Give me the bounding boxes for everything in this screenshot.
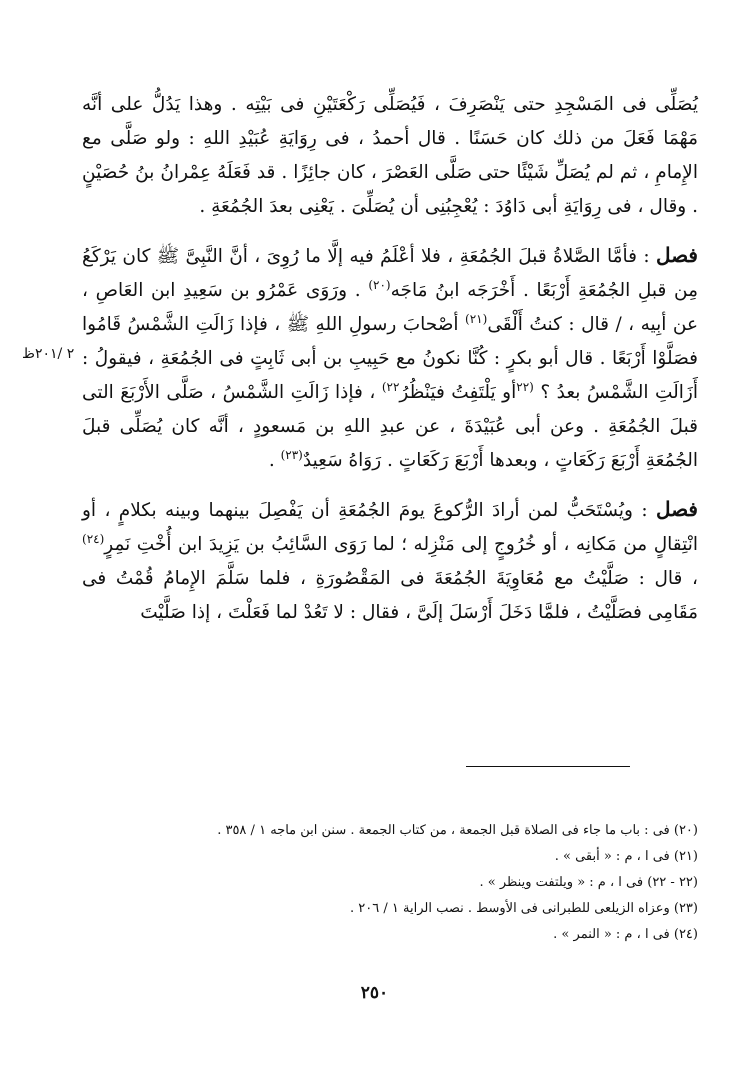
text-run: أصْحابَ رسولِ اللهِ ﷺ ، فإذا زَالَتِ الشَّمْسُ قَامُوا فصَلَّوْا أَرْبَعًا . قال أبو بكرٍ : كُنَّا نكونُ مع حَبِيبِ بن أبى ثَابِتٍ فى الجُمُعَةِ ، فيقولُ : أَزَالَتِ الشَّمْسُ بعدُ ؟	[82, 314, 698, 403]
footnote-marker-23[interactable]: (٢٣)	[280, 447, 303, 462]
footnote-22: (٢٢ - ٢٢) فى ا ، م : « ويلتفت وينظر » .	[479, 875, 698, 890]
paragraph-3	[82, 492, 698, 630]
footnote-21: (٢١) فى ا ، م : « أبقى » .	[554, 849, 698, 864]
paragraph-2	[82, 238, 698, 478]
footnote-marker-22-end[interactable]: ٢٢)	[381, 379, 400, 394]
text-run: .	[268, 450, 281, 471]
text-run: . ورَوَى عَمْرُو بن سَعِيدِ ابن العَاصِ ، عن أبِيه ، / قال : كنتُ أَلْقَى	[82, 280, 698, 335]
text-run: ، فإذا زَالَتِ الشَّمْسُ ، صَلَّى الأَرْبَعَ التى قبلَ الجُمُعَةِ . وعن أبى عُبَيْدَةَ ، عن عبدِ اللهِ بن مَسعودٍ ، أنَّه كان يُصَلِّى قبلَ الجُمُعَةِ أَرْبَعَ رَكَعَاتٍ ، وبعدها أَرْبَعَ رَكَعَاتٍ . رَوَاهُ سَعِيدٌ	[82, 382, 698, 471]
section-heading-fasl: فصل	[655, 497, 698, 521]
paragraph-1	[82, 88, 698, 224]
footnote-marker-22-start[interactable]: (٢٢	[516, 379, 534, 394]
footnotes	[82, 818, 698, 948]
paragraph-1-text: يُصَلِّى فى المَسْجِدِ حتى يَنْصَرِفَ ، فَيُصَلِّى رَكْعَتَيْنِ فى بَيْتِه . وهذا يَدُلُّ على أنَّه مَهْمَا فَعَلَ من ذلك كان حَسَنًا . قال أحمدُ ، فى رِوَايَةِ عُبَيْدِ اللهِ : ولو صَلَّى مع الإِمامِ ، ثم لم يُصَلِّ شَيْئًا حتى صَلَّى العَصْرَ ، كان جائِزًا . قد فَعَلَهُ عِمْرانُ بنُ حُصَيْنٍ . وقال ، فى رِوَايَةِ أبى دَاوُدَ : يُعْجِبُنِى أن يُصَلِّىَ . يَعْنِى بعدَ الجُمُعَةِ .	[82, 94, 698, 217]
main-text	[82, 88, 698, 630]
text-run: ، قال : صَلَّيْتُ مع مُعَاوِيَةَ الجُمُعَةَ فى المَقْصُورَةِ ، فلما سَلَّمَ الإِمامُ قُمْتُ فى مَقَامِى فصَلَّيْتُ ، فلمَّا دَخَلَ أَرْسَلَ إلَىَّ ، فقال : لا تَعُدْ لما فَعَلْتَ ، إذا صَلَّيْتَ	[82, 568, 698, 623]
section-heading-fasl: فصل	[655, 243, 698, 267]
footnote-20: (٢٠) فى : باب ما جاء فى الصلاة قبل الجمعة ، من كتاب الجمعة . سنن ابن ماجه ١ / ٣٥٨ .	[217, 823, 698, 838]
footnote-separator	[466, 766, 630, 767]
manuscript-folio-reference: ٢ /٢٠١ظ	[22, 346, 75, 362]
footnote-marker-24[interactable]: (٢٤)	[82, 531, 105, 546]
footnote-23: (٢٣) وعزاه الزيلعى للطبرانى فى الأوسط . نصب الراية ١ / ٢٠٦ .	[350, 901, 698, 916]
page-number: ٢٥٠	[360, 983, 389, 1003]
text-run: : ويُسْتَحَبُّ لمن أرادَ الرُّكوعَ يومَ الجُمُعَةِ أن يَفْصِلَ بينهما وبينه بكلامٍ ، أو انْتِقالٍ من مَكانِه ، أو خُرُوجٍ إلى مَنْزِله ؛ لما رَوَى السَّائِبُ بن يَزِيدَ ابن أُخْتِ نَمِرٍ	[82, 500, 698, 555]
text-run: : فأمَّا الصَّلاةُ قبلَ الجُمُعَةِ ، فلا أعْلَمُ فيه إلَّا ما رُوِىَ ، أنَّ النَّبِىَّ ﷺ كان يَرْكَعُ مِن قبلِ الجُمُعَةِ أَرْبَعًا . أَخْرَجَه ابنُ مَاجَه	[82, 246, 698, 301]
text-run: أو يَلْتَفِتُ فيَنْظُرُ	[399, 382, 517, 403]
footnote-24: (٢٤) فى ا ، م : « النمر » .	[553, 927, 698, 942]
footnote-marker-20[interactable]: (٢٠)	[368, 277, 391, 292]
footnote-marker-21[interactable]: (٢١)	[465, 311, 488, 326]
